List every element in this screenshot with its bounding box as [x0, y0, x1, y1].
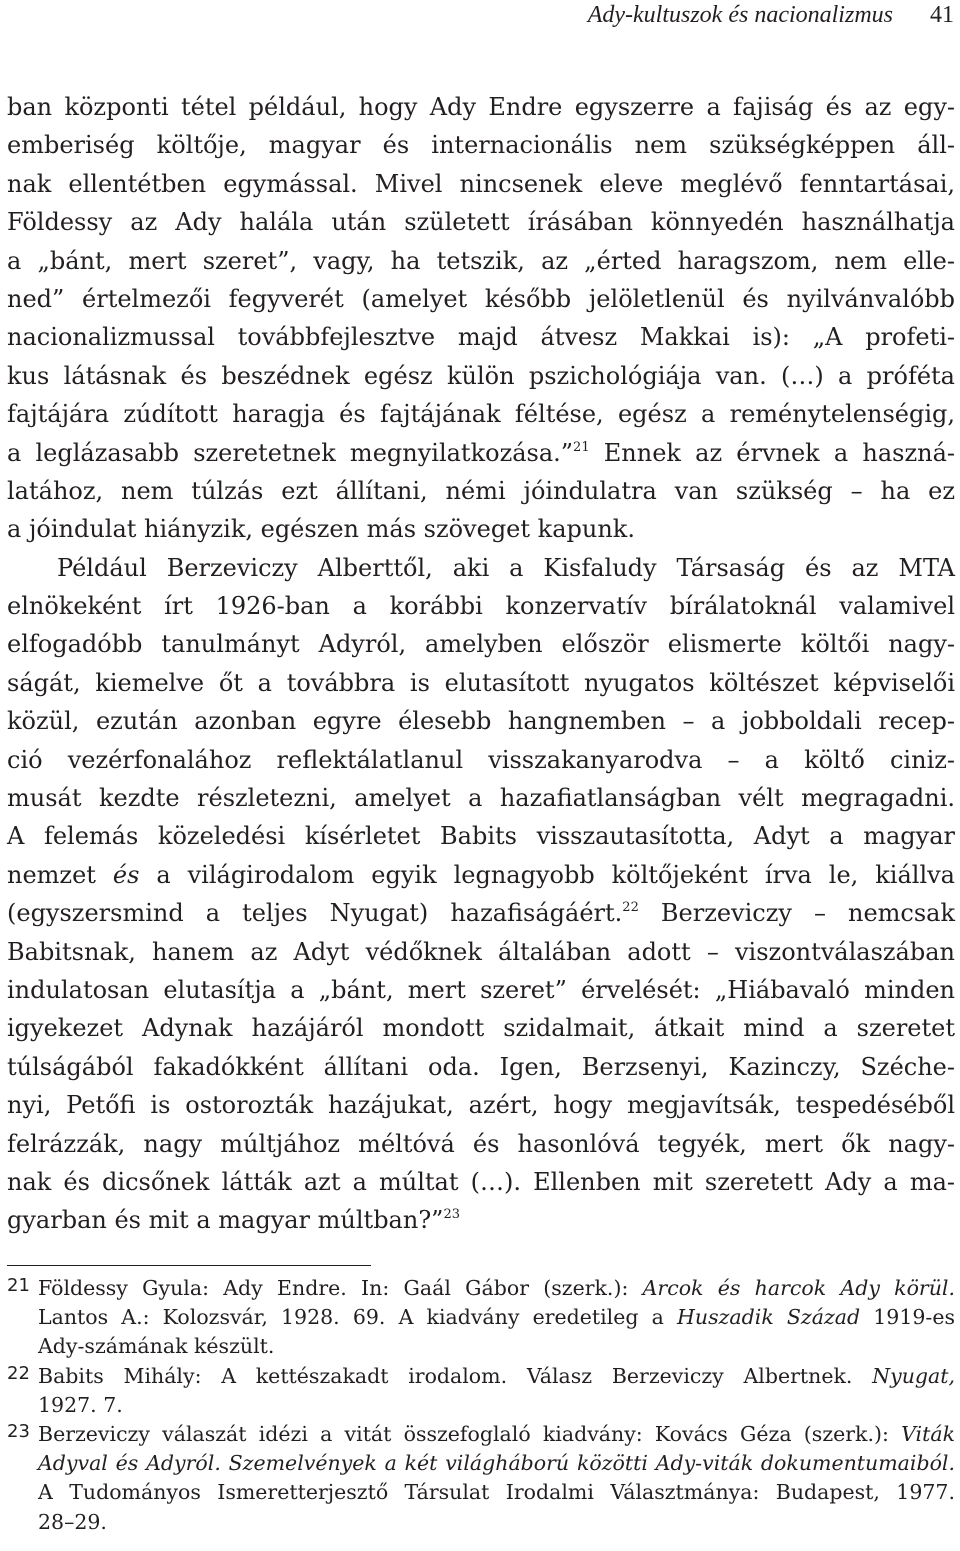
footnote-23: [7, 1420, 955, 1449]
footnote-divider: [7, 1265, 371, 1266]
footnote-21-line: Ady-számának készült.: [38, 1334, 275, 1359]
footnote-23-line: 28–29.: [38, 1509, 107, 1534]
sentence-continuation: Ennek az érvnek a haszná-: [589, 438, 956, 467]
footnote-22: [7, 1362, 955, 1391]
footnote-title: Huszadik Század: [677, 1305, 861, 1330]
text-line: felrázzák, nagy múltjához méltóvá és hasonlóvá tegyék, mert ők nagy-: [7, 1129, 955, 1158]
footnote-number: 21: [7, 1275, 30, 1296]
footnote-ref-21[interactable]: 21: [573, 439, 590, 455]
text-line: [7, 1201, 955, 1239]
footnote-text: Babits Mihály: A kettészakadt irodalom. Válasz Berzeviczy Albertnek.: [38, 1363, 873, 1388]
running-title: Ady-kultuszok és nacionalizmus: [587, 2, 893, 28]
text-line: nak ellentétben egymással. Mivel nincsenek eleve meglévő fenntartásai,: [7, 169, 955, 198]
text-line: a jóindulat hiányzik, egészen más szöveget kapunk.: [7, 515, 635, 544]
text-segment: gyarban és mit a magyar múltban?”: [7, 1206, 444, 1235]
text-line: [7, 434, 955, 472]
footnote-title: Arcok és harcok Ady körül.: [642, 1276, 955, 1300]
page-number: 41: [930, 2, 954, 28]
text-line: Babitsnak, hanem az Adyt védőknek általában adott – viszontválaszában: [7, 937, 955, 966]
footnote-ref-23[interactable]: 23: [443, 1207, 460, 1223]
text-line: fajtájára zúdított haragja és fajtájának féltése, egész a reménytelenségig,: [7, 400, 955, 429]
footnote-21-line: [7, 1303, 955, 1332]
text-segment: Berzeviczy – nemcsak: [638, 899, 956, 928]
text-line: a „bánt, mert szeret”, vagy, ha tetszik, az „érted haragszom, nem elle-: [7, 246, 955, 275]
italic-word: és: [112, 860, 140, 889]
text-line: nacionalizmussal továbbfejlesztve majd átvesz Makkai is): „A profeti-: [7, 323, 955, 352]
text-line: nak és dicsőnek látták azt a múltat (…). Ellenben mit szeretett Ady a ma-: [7, 1167, 955, 1196]
text-line: Például Berzeviczy Alberttől, aki a Kisfaludy Társaság és az MTA: [57, 553, 955, 582]
text-line: A felemás közeledési kísérletet Babits visszautasította, Adyt a magyar: [7, 822, 955, 851]
footnotes: [7, 1274, 955, 1537]
footnote-23-line: A Tudományos Ismeretterjesztő Társulat Irodalmi Választmánya: Budapest, 1977.: [38, 1480, 955, 1505]
text-line: közül, ezután azonban egyre élesebb hangnemben – a jobboldali recep-: [7, 707, 955, 736]
text-segment: a világirodalom egyik legnagyobb költőjeként írva le, kiállva: [139, 860, 955, 889]
text-line: ságát, kiemelve őt a továbbra is elutasított nyugatos költészet képviselői: [7, 668, 955, 697]
text-line: indulatosan elutasítja a „bánt, mert szeret” érvelését: „Hiábavaló minden: [7, 975, 955, 1004]
text-segment: (egyszersmind a teljes Nyugat) hazafiságáért.: [7, 899, 623, 928]
footnote-title: Viták: [901, 1421, 955, 1446]
text-line: kus látásnak és beszédnek egész külön pszichológiája van. (…) a próféta: [7, 361, 955, 390]
text-line: Földessy az Ady halála után született írásában könnyedén használhatja: [7, 208, 955, 237]
text-line: elfogadóbb tanulmányt Adyról, amelyben először elismerte költői nagy-: [7, 630, 955, 659]
text-line: musát kezdte részletezni, amelyet a hazafiatlanságban vélt megragadni.: [7, 784, 955, 813]
text-line: ned” értelmezői fegyverét (amelyet később jelöletlenül és nyilvánvalóbb: [7, 284, 955, 313]
footnote-23-line: Adyval és Adyról. Szemelvények a két világháború közötti Ady-viták dokumentumaiból.: [38, 1451, 955, 1476]
text-line: ban központi tétel például, hogy Ady Endre egyszerre a fajiság és az egy-: [7, 93, 955, 121]
footnote-text: Berzeviczy válaszát idézi a vitát összefoglaló kiadvány: Kovács Géza (szerk.):: [38, 1421, 902, 1446]
text-line: túlságából fakadókként állítani oda. Igen, Berzsenyi, Kazinczy, Széche-: [7, 1052, 955, 1081]
text-line: nyi, Petőfi is ostorozták hazájukat, azért, hogy megjavítsák, tespedéséből: [7, 1091, 955, 1120]
footnote-text: Lantos A.: Kolozsvár, 1928. 69. A kiadvány eredetileg a: [38, 1305, 678, 1330]
text-line: igyekezet Adynak hazájáról mondott szidalmait, átkait mind a szeretet: [7, 1014, 955, 1043]
text-line: [7, 894, 955, 932]
footnote-number: 23: [7, 1420, 30, 1442]
text-line: ció vezérfonalához reflektálatlanul visszakanyarodva – a költő ciniz-: [7, 745, 955, 774]
text-line: latához, nem túlzás ezt állítani, némi jóindulatra van szükség – ha ez: [7, 476, 955, 505]
text-line: elnökeként írt 1926-ban a korábbi konzervatív bírálatoknál valamivel: [7, 592, 955, 621]
footnote-number: 22: [7, 1362, 30, 1384]
body-text: [7, 88, 955, 1240]
running-header: [0, 0, 960, 46]
quote-end: a leglázasabb szeretetnek megnyilatkozása.”: [7, 438, 574, 467]
footnote-21: [7, 1274, 955, 1303]
text-segment: nemzet: [7, 860, 113, 889]
footnote-text: Földessy Gyula: Ady Endre. In: Gaál Gábor (szerk.):: [38, 1276, 643, 1300]
text-line: [7, 856, 955, 894]
footnote-22-line: 1927. 7.: [38, 1392, 123, 1417]
footnote-ref-22[interactable]: 22: [622, 900, 639, 916]
text-line: emberiség költője, magyar és internacionális nem szükségképpen áll-: [7, 131, 955, 160]
footnote-text: 1919-es: [860, 1305, 956, 1330]
footnote-title: Nyugat,: [872, 1363, 955, 1388]
